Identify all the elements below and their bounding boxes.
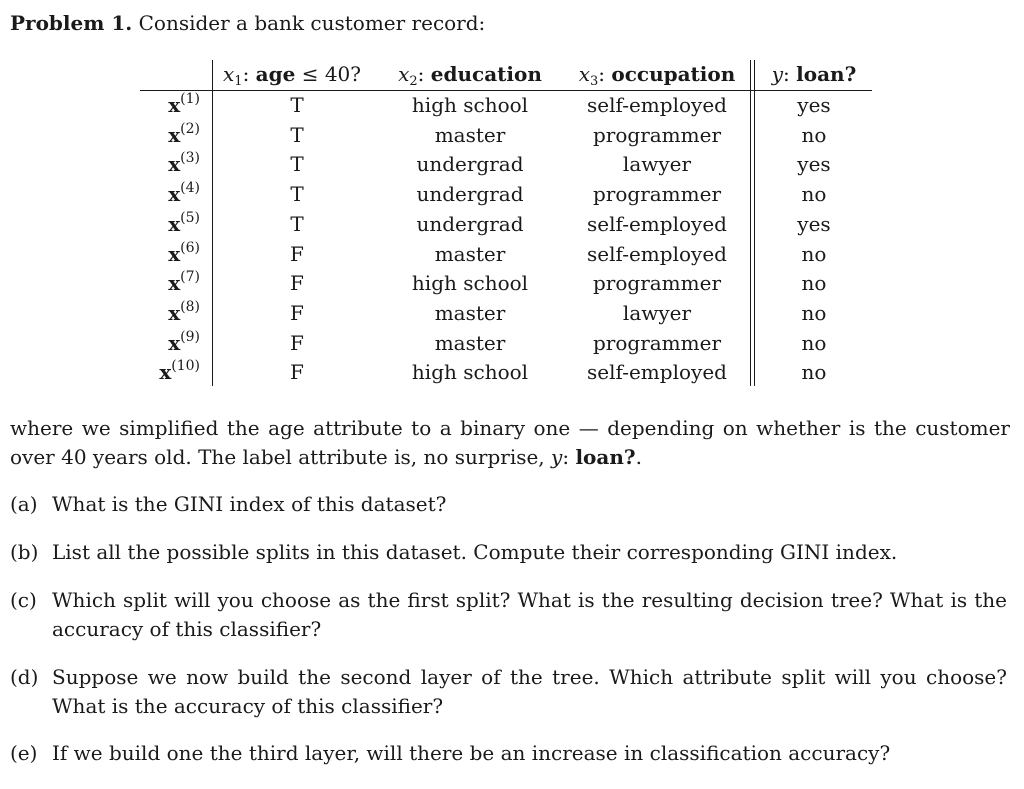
cell-education: high school [411, 93, 529, 117]
cell-loan: yes [797, 211, 831, 236]
cell-loan: no [801, 122, 827, 147]
header-loan: y: loan? [771, 62, 857, 86]
cell-loan: no [801, 360, 827, 385]
cell-occupation: self-employed [587, 360, 727, 385]
row-label: $x^{(1)}$ [168, 91, 200, 117]
cell-loan: no [801, 241, 827, 266]
question-text: Suppose we now build the second layer of the tree. Which attribute split will you choose? What is the accuracy of this classifier? [52, 665, 1007, 718]
header-occupation: $x_3$: occupation [578, 62, 736, 89]
header-rule [140, 90, 872, 91]
cell-age: T [290, 122, 304, 147]
description-paragraph: where we simplified the age attribute to a binary one — depending on whether is the customer over 40 years old. The label attribute is, no surprise, y: loan?. [10, 416, 1010, 469]
cell-age: T [290, 211, 304, 236]
cell-education: undergrad [416, 182, 524, 207]
cell-loan: no [801, 182, 827, 207]
question-text: If we build one the third layer, will there be an increase in classification accuracy? [52, 741, 891, 765]
cell-age: F [290, 241, 304, 266]
cell-loan: no [801, 300, 827, 325]
cell-education: master [434, 330, 506, 355]
row-label: $x^{(2)}$ [168, 120, 200, 147]
cell-occupation: programmer [592, 122, 722, 147]
question-label: (d) [10, 665, 39, 689]
cell-education: undergrad [416, 152, 524, 177]
cell-education: master [434, 241, 506, 266]
cell-occupation: self-employed [587, 241, 727, 266]
cell-occupation: lawyer [622, 300, 692, 325]
problem-intro: Consider a bank customer record: [138, 11, 486, 35]
problem-heading [10, 9, 485, 37]
row-label: $x^{(8)}$ [168, 298, 200, 325]
cell-education: master [434, 300, 506, 325]
cell-occupation: self-employed [587, 93, 727, 117]
cell-age: T [290, 152, 304, 177]
problem-number: Problem 1. [10, 11, 133, 35]
cell-age: T [290, 182, 304, 207]
row-label: $x^{(5)}$ [168, 209, 200, 236]
header-age: $x_1$: age ≤ 40? [223, 62, 361, 89]
row-label: $x^{(7)}$ [168, 269, 200, 296]
cell-age: F [290, 300, 304, 325]
question-label: (e) [10, 741, 38, 765]
row-label: $x^{(6)}$ [168, 239, 200, 266]
question-label: (a) [10, 492, 38, 516]
customer-table [140, 60, 880, 390]
cell-loan: yes [797, 152, 831, 177]
cell-age: T [290, 93, 304, 117]
question-label: (b) [10, 540, 39, 564]
header-education: $x_2$: education [398, 62, 542, 89]
cell-age: F [290, 271, 304, 296]
cell-education: high school [411, 360, 529, 385]
cell-occupation: programmer [592, 330, 722, 355]
cell-age: F [290, 360, 304, 385]
cell-loan: no [801, 330, 827, 355]
cell-education: master [434, 122, 506, 147]
question-text: Which split will you choose as the first split? What is the resulting decision tree? What is the accuracy of this classifier? [52, 588, 1007, 641]
cell-occupation: lawyer [622, 152, 692, 177]
cell-occupation: programmer [592, 271, 722, 296]
row-label: $x^{(3)}$ [168, 150, 200, 177]
question-text: List all the possible splits in this dataset. Compute their corresponding GINI index. [52, 540, 898, 564]
question-label: (c) [10, 588, 37, 612]
cell-loan: no [801, 271, 827, 296]
row-label: $x^{(9)}$ [168, 328, 200, 355]
cell-education: undergrad [416, 211, 524, 236]
cell-occupation: programmer [592, 182, 722, 207]
cell-occupation: self-employed [587, 211, 727, 236]
label-rule-left [750, 60, 751, 386]
row-label: $x^{(10)}$ [159, 358, 200, 385]
cell-age: F [290, 330, 304, 355]
question-text: What is the GINI index of this dataset? [52, 492, 447, 516]
cell-education: high school [411, 271, 529, 296]
cell-loan: yes [797, 93, 831, 117]
row-label: $x^{(4)}$ [168, 180, 200, 207]
